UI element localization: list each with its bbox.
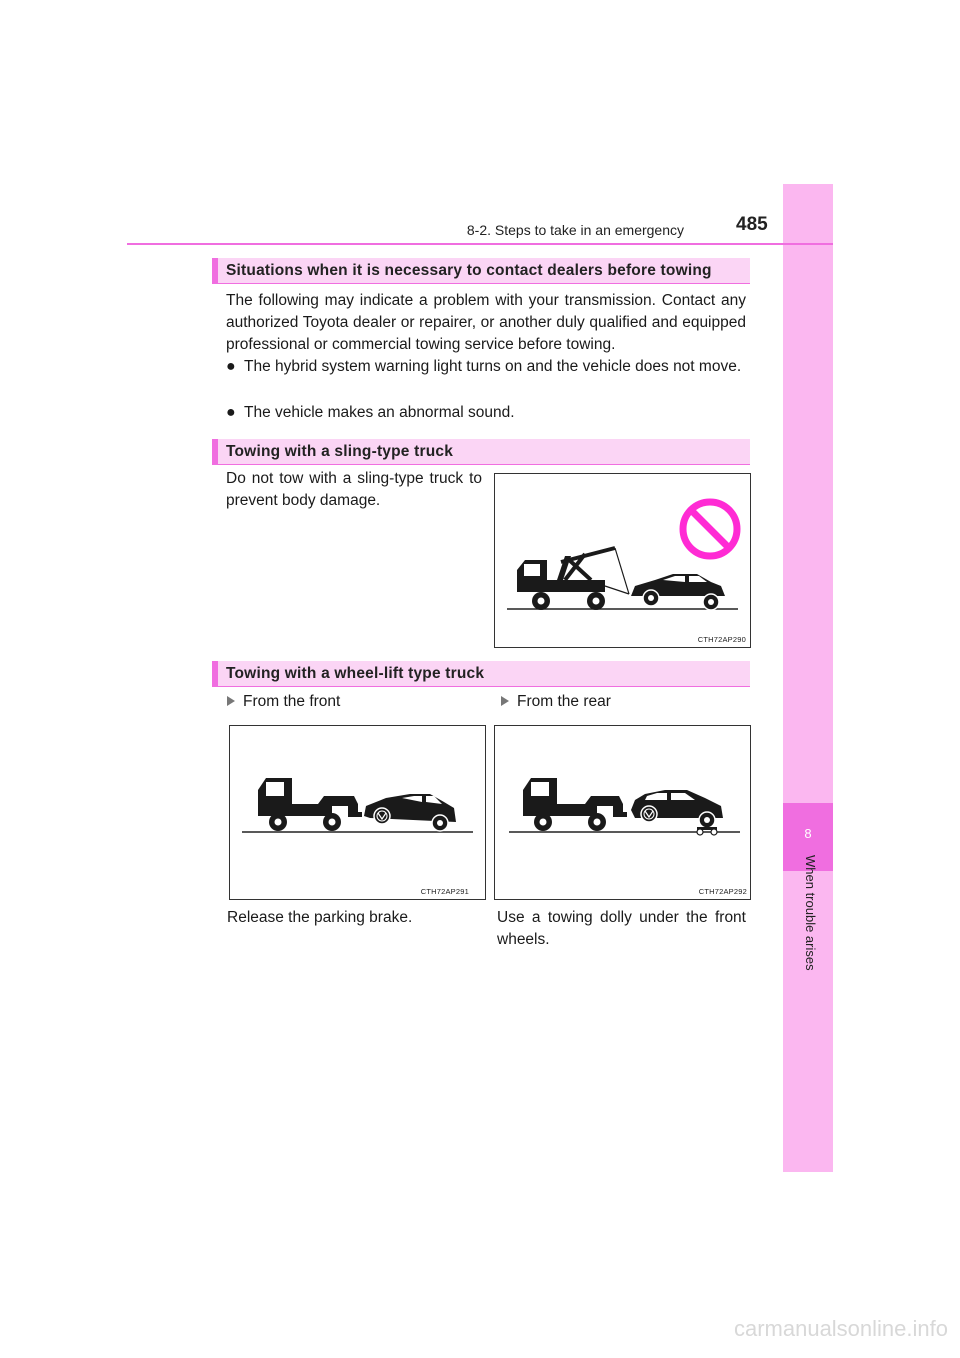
rear-caption: Use a towing dolly under the front wheels. [497, 909, 746, 948]
bullet-icon: ● [226, 358, 236, 375]
sling-truck-figure [494, 473, 751, 648]
watermark: carmanualsonline.info [733, 1316, 948, 1341]
section-heading-sling-truck: Towing with a sling-type truck [212, 439, 750, 465]
chapter-number: 8 [804, 826, 812, 841]
wheel-lift-front-illustration [230, 726, 485, 899]
front-caption: Release the parking brake. [227, 909, 413, 926]
contact-dealers-intro: The following may indicate a problem with your transmission. Contact any authorized Toyota dealer or repairer, or another duly qualified and equipped professional or commercial towing service before towing. [226, 292, 746, 353]
figure-code: CTH72AP292 [698, 887, 747, 896]
section-heading-wheel-lift: Towing with a wheel-lift type truck [212, 661, 750, 687]
list-item: ● The hybrid system warning light turns on and the vehicle does not move. [226, 356, 746, 400]
wheel-lift-rear-figure [494, 725, 751, 900]
chapter-title-vertical: When trouble arises [803, 855, 818, 971]
section-heading-contact-dealers: Situations when it is necessary to contact dealers before towing [212, 258, 750, 284]
bullet-icon: ● [226, 404, 236, 421]
chapter-side-tab [783, 184, 833, 1172]
sling-truck-illustration [495, 474, 750, 647]
arrow-right-icon [227, 696, 235, 706]
figure-code: CTH72AP290 [697, 635, 746, 644]
wheel-lift-front-figure [229, 725, 486, 900]
running-header-section: 8-2. Steps to take in an emergency [466, 222, 684, 238]
wheel-lift-rear-illustration [495, 726, 750, 899]
prohibition-icon [683, 502, 737, 556]
header-rule [127, 243, 833, 245]
from-rear-label: From the rear [501, 693, 611, 711]
sling-truck-warning-text: Do not tow with a sling-type truck to prevent body damage. [226, 470, 482, 509]
from-front-label: From the front [227, 693, 340, 711]
figure-code: CTH72AP291 [420, 887, 469, 896]
list-item: ● The vehicle makes an abnormal sound. [226, 402, 746, 424]
arrow-right-icon [501, 696, 509, 706]
page-number: 485 [736, 214, 768, 235]
